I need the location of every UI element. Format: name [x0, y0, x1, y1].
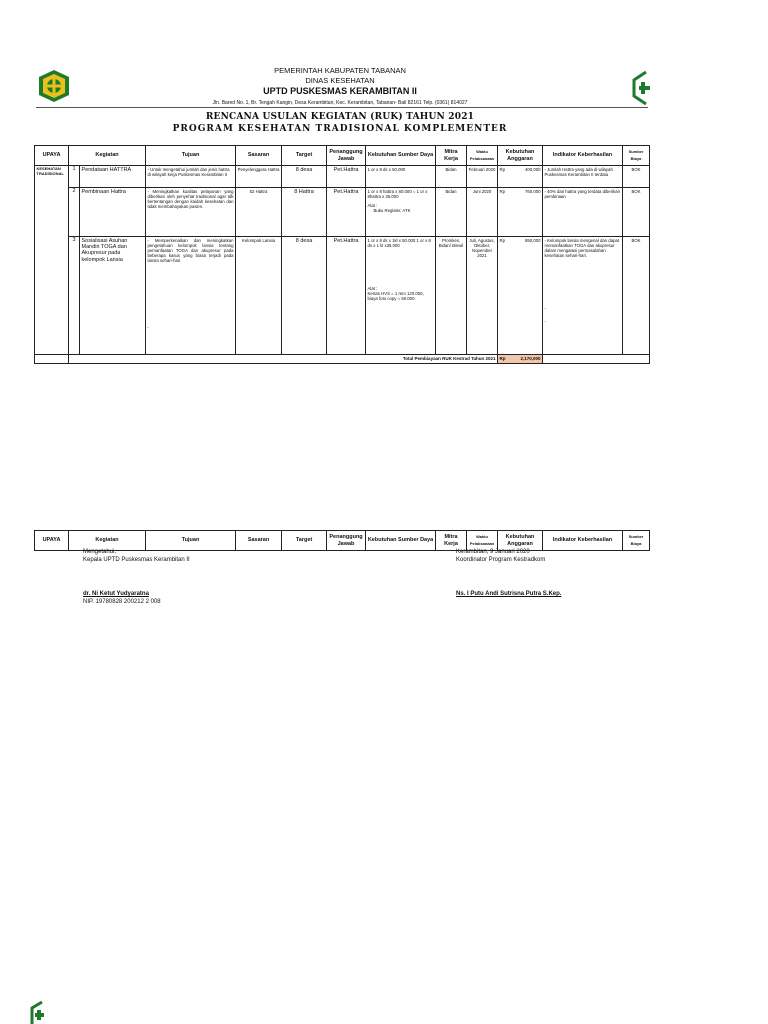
- sumber-cell: BOK: [623, 166, 650, 188]
- sig-jabatan-left: Kepala UPTD Puskesmas Kerambitan II: [83, 557, 190, 563]
- kop-address: Jln. Bared No. 1, Br. Tengah Kangin, Desa Kerambitan, Kec. Kerambitan, Tabanan- Bali 82161 Telp. (0361) 814027: [212, 100, 468, 106]
- sig-name-left: dr. Ni Ketut Yudyaratna: [83, 591, 149, 597]
- sasaran-cell: Penyelenggara Hattra: [236, 166, 282, 188]
- kop-dinas: DINAS KESEHATAN: [305, 76, 375, 85]
- anggaran-cell: [498, 166, 543, 188]
- bullet-dash: -: [544, 319, 546, 324]
- rp-label: Rp: [499, 238, 506, 243]
- rp-label: Rp: [499, 189, 506, 194]
- anggaran-value: 850,000: [524, 238, 541, 243]
- signature-right: [456, 548, 646, 598]
- row-number: 1: [69, 166, 80, 188]
- bullet-dash: -: [147, 238, 149, 243]
- table-row: [35, 166, 650, 188]
- anggaran-value: 400,000: [524, 167, 541, 172]
- anggaran-cell: [498, 188, 543, 237]
- signature-left: [83, 548, 343, 606]
- target-cell: 8 desa: [282, 166, 327, 188]
- mitra-cell: Promkes, Bidan/ Binwil: [436, 237, 467, 355]
- sig-mengetahui: Mengetahui,: [83, 549, 117, 555]
- total-amount: Rp 2,170,000: [498, 355, 543, 364]
- kabupaten-logo-icon: [36, 68, 72, 104]
- col-waktu-pelaksanaan: Waktu Pelaksanaan: [467, 146, 498, 166]
- col-waktu-pelaksanaan: Waktu Pelaksanaan: [467, 531, 498, 551]
- total-row: [35, 355, 650, 364]
- kop-pemerintah: PEMERINTAH KABUPATEN TABANAN: [274, 66, 406, 75]
- col-indikator: Indikator Keberhasilan: [543, 531, 623, 551]
- pj-cell: Pet.Hattra: [327, 188, 366, 237]
- sig-nip-left: NIP. 19780828 200212 2 008: [83, 599, 161, 605]
- col-mitra-kerja: Mitra Kerja: [436, 146, 467, 166]
- col-upaya: UPAYA: [35, 531, 69, 551]
- target-cell: 8 desa: [282, 237, 327, 355]
- col-kegiatan: Kegiatan: [69, 146, 146, 166]
- col-kebutuhan-anggaran: Kebutuhan Anggaran: [498, 531, 543, 551]
- puskesmas-logo-icon: [30, 1000, 48, 1024]
- sig-jabatan-right: Koordinator Program Kestradkom: [456, 557, 546, 563]
- col-sasaran: Sasaran: [236, 531, 282, 551]
- table-header-row: [35, 146, 650, 166]
- document-title: RENCANA USULAN KEGIATAN (RUK) TAHUN 2021: [205, 112, 475, 122]
- col-tujuan: Tujuan: [146, 146, 236, 166]
- upaya-cell: KESEHATAN TRADISIONAL: [35, 166, 69, 355]
- col-indikator: Indikator Keberhasilan: [543, 146, 623, 166]
- mitra-cell: Bidan: [436, 188, 467, 237]
- col-sumber-biaya: Sumber Biaya: [623, 531, 650, 551]
- tujuan-cell: - Memperkenalkan dan meningkatkan pengetahuan kelompok lansia tentang pemanfaatan TOGA dan akupresur pada beberapa kasus yang biasa terjadi pada lansia sehari-hari. -: [146, 237, 236, 355]
- col-tujuan: Tujuan: [146, 531, 236, 551]
- col-penanggung-jawab: Penanggung Jawab: [327, 531, 366, 551]
- header-divider: [36, 107, 648, 108]
- sasaran-cell: 52 Hattra: [236, 188, 282, 237]
- kop-puskesmas: UPTD PUSKESMAS KERAMBITAN II: [263, 86, 417, 96]
- indikator-cell: - 40% dari hattra yang terdata diberikan pembinaan: [543, 188, 623, 237]
- tujuan-cell: - Meningkatkan kualitas pelayanan yang diberikan oleh penyehat tradisional agar tdk bertentangan dengan kaidah kesehatan dan tidak membahayakan pasien.: [146, 188, 236, 237]
- sig-date-right: Kerambitan, 9 Januari 2020: [456, 549, 530, 555]
- col-kegiatan: Kegiatan: [69, 531, 146, 551]
- col-kebutuhan-sumber-daya: Kebutuhan Sumber Daya: [366, 146, 436, 166]
- pj-cell: Pet.Hattra: [327, 237, 366, 355]
- rp-label: Rp: [499, 356, 506, 361]
- anggaran-cell: [498, 237, 543, 355]
- col-upaya: UPAYA: [35, 146, 69, 166]
- ksd-cell: 1 or x 8 ds x 50.000: [366, 166, 436, 188]
- kegiatan-cell: Pembinaan Hattra: [80, 188, 146, 237]
- bullet-dash: -: [147, 189, 149, 194]
- table-row: [35, 237, 650, 355]
- total-label: Total Pembiayaan RUK Kestrad Tahun 2021: [69, 355, 498, 364]
- indikator-cell: - Jumlah Hattra yang ada di wilayah Puskesmas Kerambitan II terdata: [543, 166, 623, 188]
- bullet-dash: -: [544, 306, 546, 311]
- kegiatan-cell: Pendataan HATTRA: [80, 166, 146, 188]
- row-number: 2: [69, 188, 80, 237]
- col-kebutuhan-anggaran: Kebutuhan Anggaran: [498, 146, 543, 166]
- ruk-table: [34, 145, 650, 364]
- bullet-dash: -: [544, 189, 546, 194]
- col-sasaran: Sasaran: [236, 146, 282, 166]
- col-target: Target: [282, 146, 327, 166]
- sumber-cell: BOK: [623, 237, 650, 355]
- sumber-cell: BOK: [623, 188, 650, 237]
- pj-cell: Pet.Hattra: [327, 166, 366, 188]
- mitra-cell: Bidan: [436, 166, 467, 188]
- table-row: [35, 188, 650, 237]
- waktu-cell: Februari 2020: [467, 166, 498, 188]
- col-sumber-biaya: Sumber Biaya: [623, 146, 650, 166]
- bullet-dash: -: [544, 238, 546, 243]
- col-target: Target: [282, 531, 327, 551]
- row-number: 3: [69, 237, 80, 355]
- indikator-cell: - Kelompok lansia mengenal dan dapat memanfaatkan TOGA dan akupresur dalam mengatasi permasalahan kesehatan sehari-hari. - -: [543, 237, 623, 355]
- anggaran-value: 760,000: [524, 189, 541, 194]
- puskesmas-logo-icon: [632, 70, 650, 106]
- col-mitra-kerja: Mitra Kerja: [436, 531, 467, 551]
- sig-name-right: Ns. I Putu Andi Sutrisna Putra S.Kep.: [456, 591, 562, 597]
- document-subtitle: PROGRAM KESEHATAN TRADISIONAL KOMPLEMENTER: [172, 124, 508, 134]
- kegiatan-cell: Sosialisasi Asuhan Mandiri TOGA dan Akupresur pada kelompok Lansia: [80, 237, 146, 355]
- waktu-cell: Juni 2020: [467, 188, 498, 237]
- bullet-dash: -: [147, 325, 149, 330]
- col-kebutuhan-sumber-daya: Kebutuhan Sumber Daya: [366, 531, 436, 551]
- ksd-cell: 1 or x 8 hattra x 60.000 = 1 or x 8hattra x 35.000 Alat : Buku Register, ATK: [366, 188, 436, 237]
- tujuan-cell: - Untuk mengetahui jumlah dan jenis hattra di wilayah kerja Puskesmas Kerambitan II: [146, 166, 236, 188]
- bullet-dash: -: [147, 167, 149, 172]
- col-penanggung-jawab: Penanggung Jawab: [327, 146, 366, 166]
- waktu-cell: Juli, Agustus, Oktober, Nopember 2021: [467, 237, 498, 355]
- bullet-dash: -: [544, 167, 546, 172]
- sasaran-cell: Kelompok Lansia: [236, 237, 282, 355]
- target-cell: 8 Hattra: [282, 188, 327, 237]
- rp-label: Rp: [499, 167, 506, 172]
- ksd-cell: 1 or x 8 ds x 1kl x 50.000 1 or x 8 ds x 1 kl x35.000 Alat : Kertas HVS = 1 rem 120.000, biaya foto copy = 50.000: [366, 237, 436, 355]
